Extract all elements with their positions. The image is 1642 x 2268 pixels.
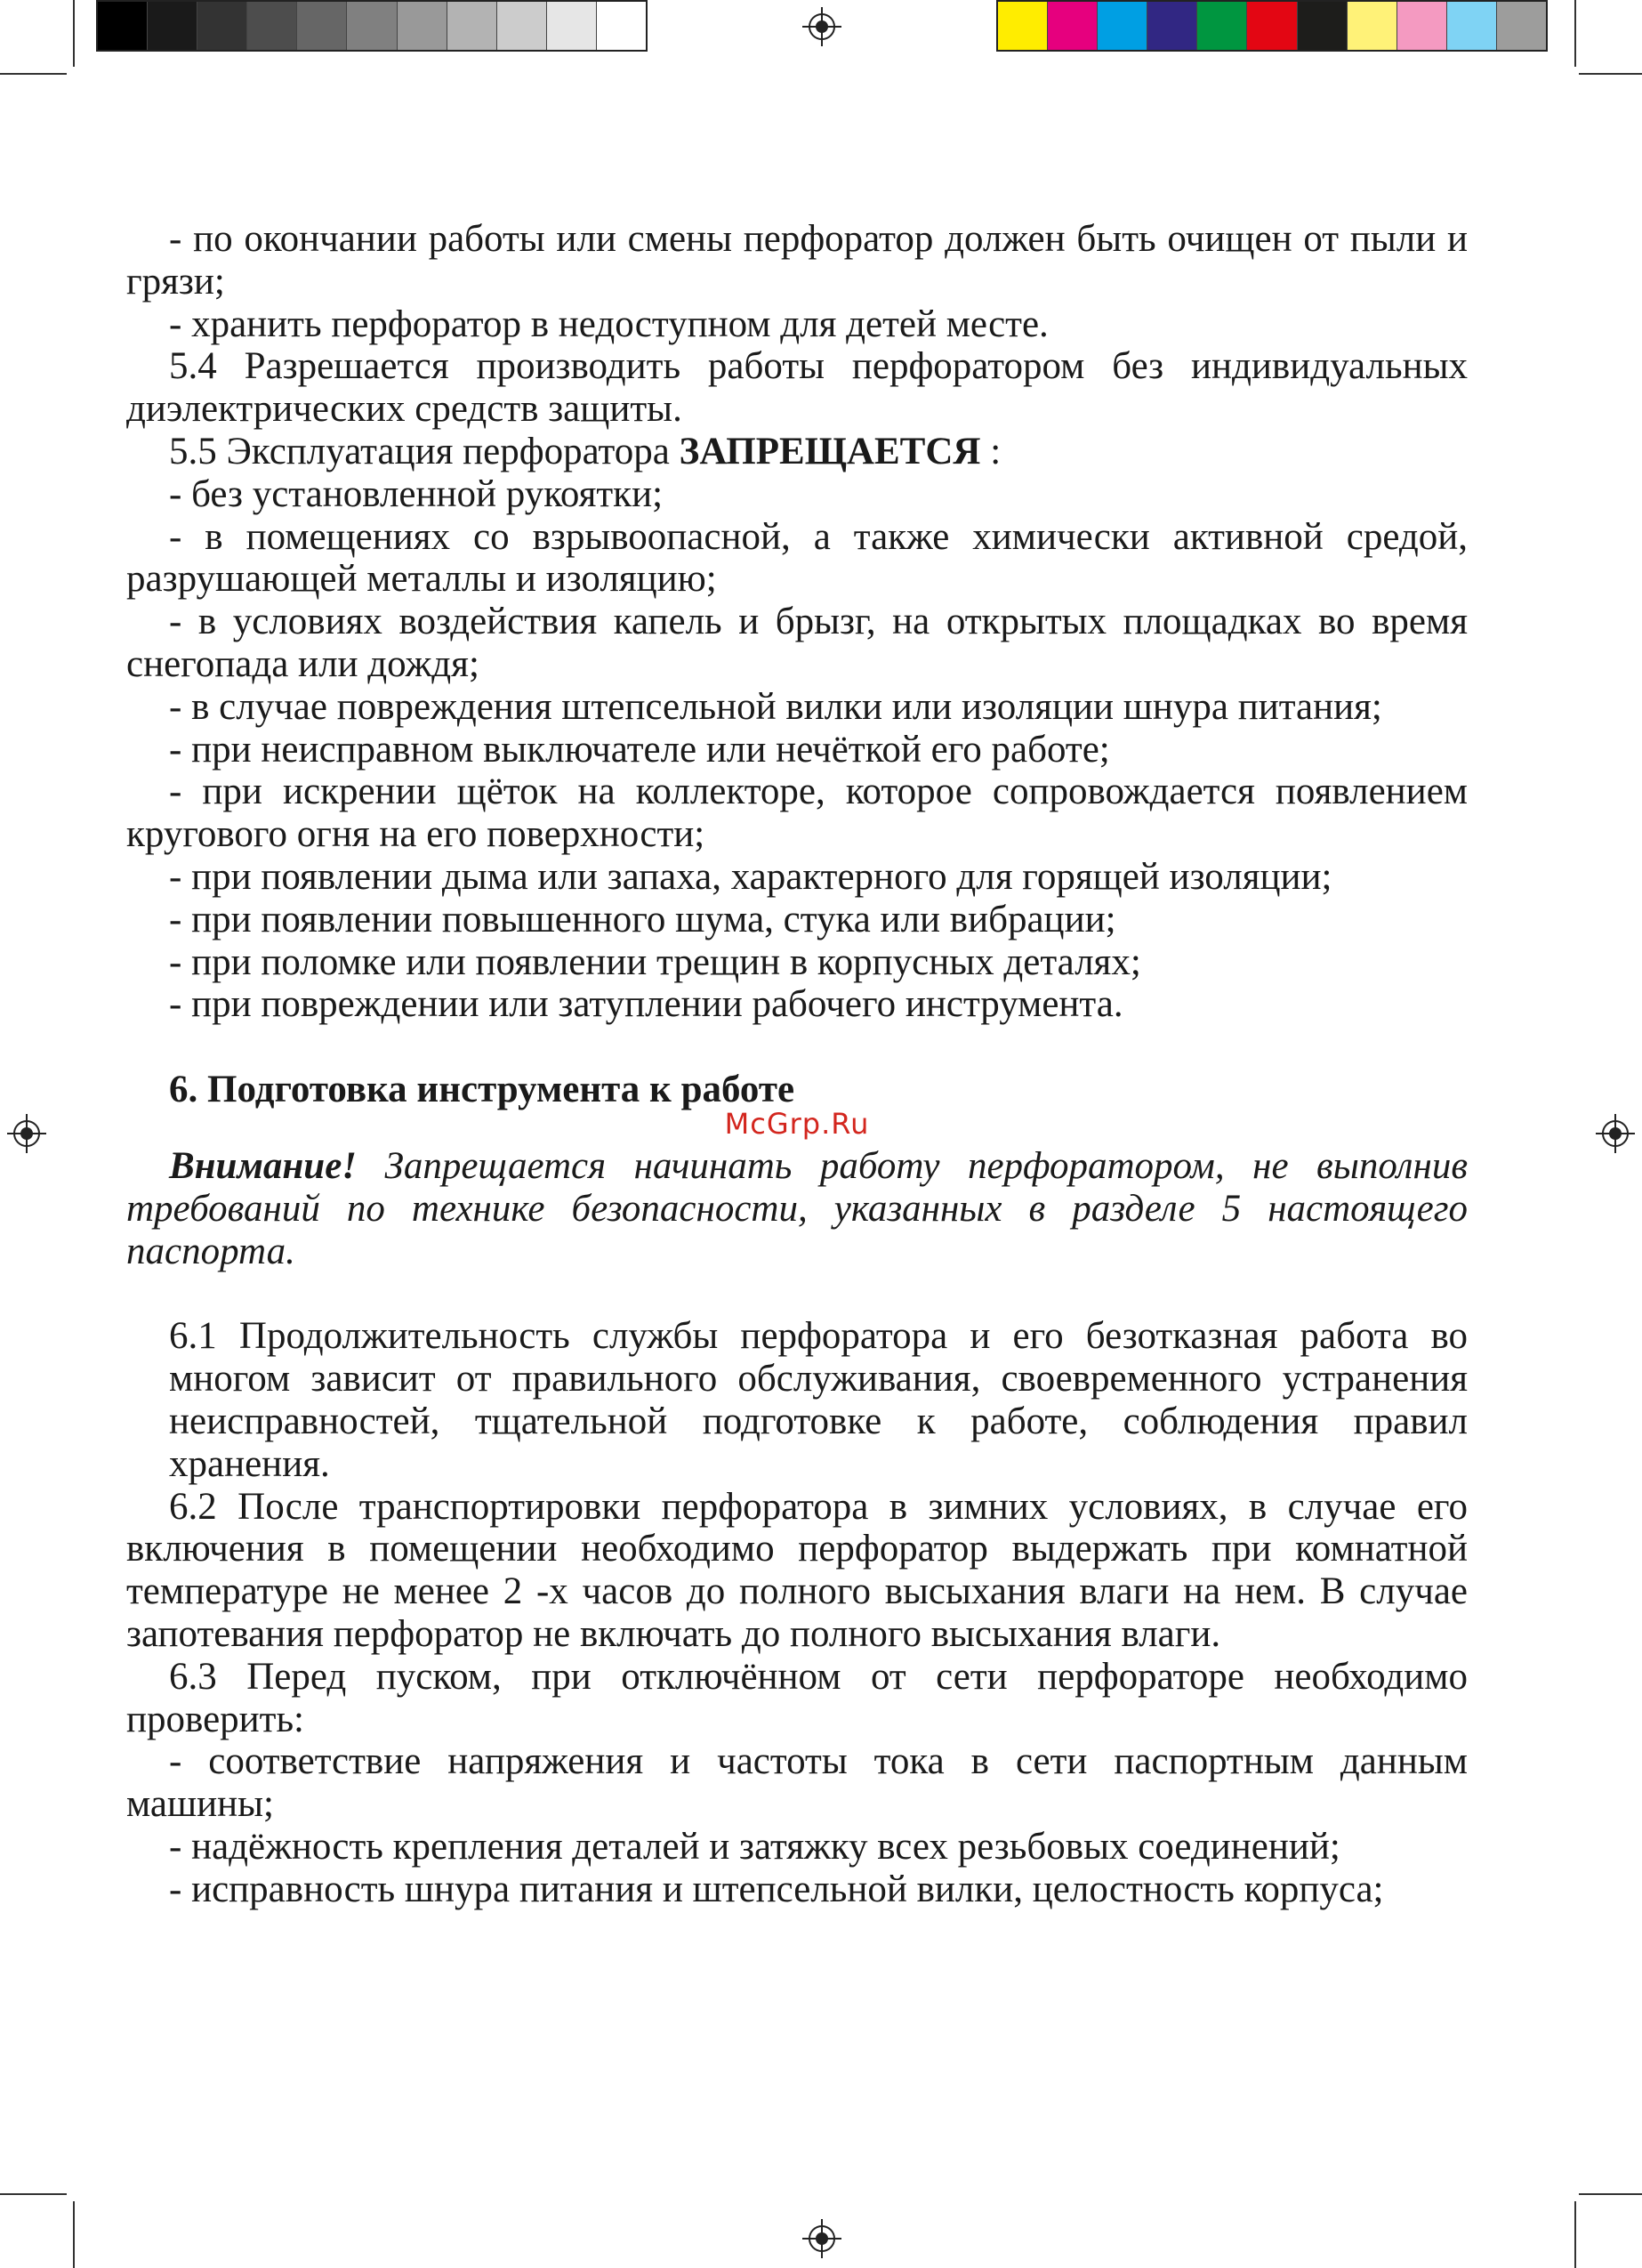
crop-mark	[1574, 2201, 1576, 2268]
watermark[interactable]: McGrp.Ru	[724, 1106, 870, 1141]
colour-swatch	[998, 2, 1048, 50]
crop-mark	[1579, 2193, 1642, 2195]
colour-swatch	[1147, 2, 1197, 50]
crop-mark	[73, 0, 75, 67]
crop-mark	[1574, 0, 1576, 67]
colour-swatch	[1048, 2, 1098, 50]
colour-swatch	[197, 2, 247, 50]
colour-swatch	[1397, 2, 1447, 50]
crop-mark	[73, 2201, 75, 2268]
crop-mark	[0, 73, 67, 75]
list-item: - хранить перфоратор в недоступном для детей месте.	[169, 303, 1049, 345]
warning-label: Внимание!	[169, 1144, 358, 1187]
colour-swatch	[1298, 2, 1348, 50]
colour-swatch	[247, 2, 297, 50]
registration-mark-icon	[7, 1114, 46, 1153]
colour-swatch	[297, 2, 347, 50]
paragraph-5-5-suffix: :	[980, 430, 1002, 472]
colour-swatch	[98, 2, 148, 50]
colour-swatch	[547, 2, 597, 50]
list-item: - при неисправном выключателе или нечёткой его работе;	[169, 728, 1110, 771]
process-colour-bar	[996, 0, 1548, 52]
list-item: - по окончании работы или смены перфоратор должен быть очищен от пыли и грязи;	[126, 218, 1468, 303]
list-item: - при поломке или появлении трещин в корпусных деталях;	[169, 940, 1141, 983]
colour-swatch	[1197, 2, 1247, 50]
colour-swatch	[398, 2, 447, 50]
registration-mark-icon	[1596, 1114, 1635, 1153]
list-item: - при появлении повышенного шума, стука или вибрации;	[169, 898, 1116, 940]
crop-mark	[0, 2193, 67, 2195]
paragraph-6-2: 6.2 После транспортировки перфоратора в зимних условиях, в случае его включения в помещении необходимо перфоратор выдержать при комнатной температуре не менее 2 -х часов до полного высыхания влаги на нем. В случае запотевания перфоратор не включать до полного высыхания влаги.	[126, 1485, 1468, 1655]
list-item: - без установленной рукоятки;	[169, 472, 664, 515]
paragraph-5-5	[126, 431, 1468, 473]
colour-swatch	[148, 2, 197, 50]
colour-swatch	[347, 2, 397, 50]
page-content	[126, 218, 1468, 1910]
colour-swatch	[497, 2, 547, 50]
warning-paragraph	[126, 1145, 1468, 1272]
list-item: - в условиях воздействия капель и брызг, на открытых площадках во время снегопада или дождя;	[126, 601, 1468, 685]
colour-swatch	[447, 2, 497, 50]
forbidden-word: ЗАПРЕЩАЕТСЯ	[679, 430, 981, 472]
list-item: - в случае повреждения штепсельной вилки или изоляции шнура питания;	[169, 685, 1382, 728]
colour-swatch	[1247, 2, 1297, 50]
list-item: - надёжность крепления деталей и затяжку всех резьбовых соединений;	[169, 1825, 1340, 1868]
paragraph-5-5-prefix: 5.5 Эксплуатация перфоратора	[169, 430, 680, 472]
list-item: - при появлении дыма или запаха, характерного для горящей изоляции;	[169, 855, 1332, 898]
list-item: - в помещениях со взрывоопасной, а также химически активной средой, разрушающей металлы и изоляцию;	[126, 515, 1468, 601]
colour-swatch	[1447, 2, 1497, 50]
registration-mark-icon	[802, 2219, 841, 2258]
colour-swatch	[1348, 2, 1397, 50]
colour-swatch	[1497, 2, 1546, 50]
warning-text: Запрещается начинать работу перфоратором, не выполнив требований по технике безопасности, указанных в разделе 5 настоящего паспорта.	[126, 1144, 1468, 1272]
colour-swatch	[597, 2, 646, 50]
paragraph-6-3: 6.3 Перед пуском, при отключённом от сети перфораторе необходимо проверить:	[126, 1655, 1468, 1740]
crop-mark	[1579, 73, 1642, 75]
paragraph-5-4: 5.4 Разрешается производить работы перфоратором без индивидуальных диэлектрических средств защиты.	[126, 345, 1468, 431]
registration-mark-icon	[802, 7, 841, 46]
list-item: - соответствие напряжения и частоты тока в сети паспортным данным машины;	[126, 1740, 1468, 1826]
colour-swatch	[1098, 2, 1147, 50]
list-item: - при повреждении или затуплении рабочего инструмента.	[169, 983, 1123, 1026]
list-item: - исправность шнура питания и штепсельной вилки, целостность корпуса;	[169, 1868, 1384, 1910]
grayscale-colour-bar	[96, 0, 648, 52]
section-heading: 6. Подготовка инструмента к работе	[169, 1069, 795, 1111]
paragraph-6-1: 6.1 Продолжительность службы перфоратора и его безотказная работа во многом зависит от правильного обслуживания, своевременного устранения неисправностей, тщательной подготовке к работе, соблюдения правил хранения.	[169, 1315, 1468, 1485]
list-item: - при искрении щёток на коллекторе, которое сопровождается появлением кругового огня на его поверхности;	[126, 771, 1468, 856]
